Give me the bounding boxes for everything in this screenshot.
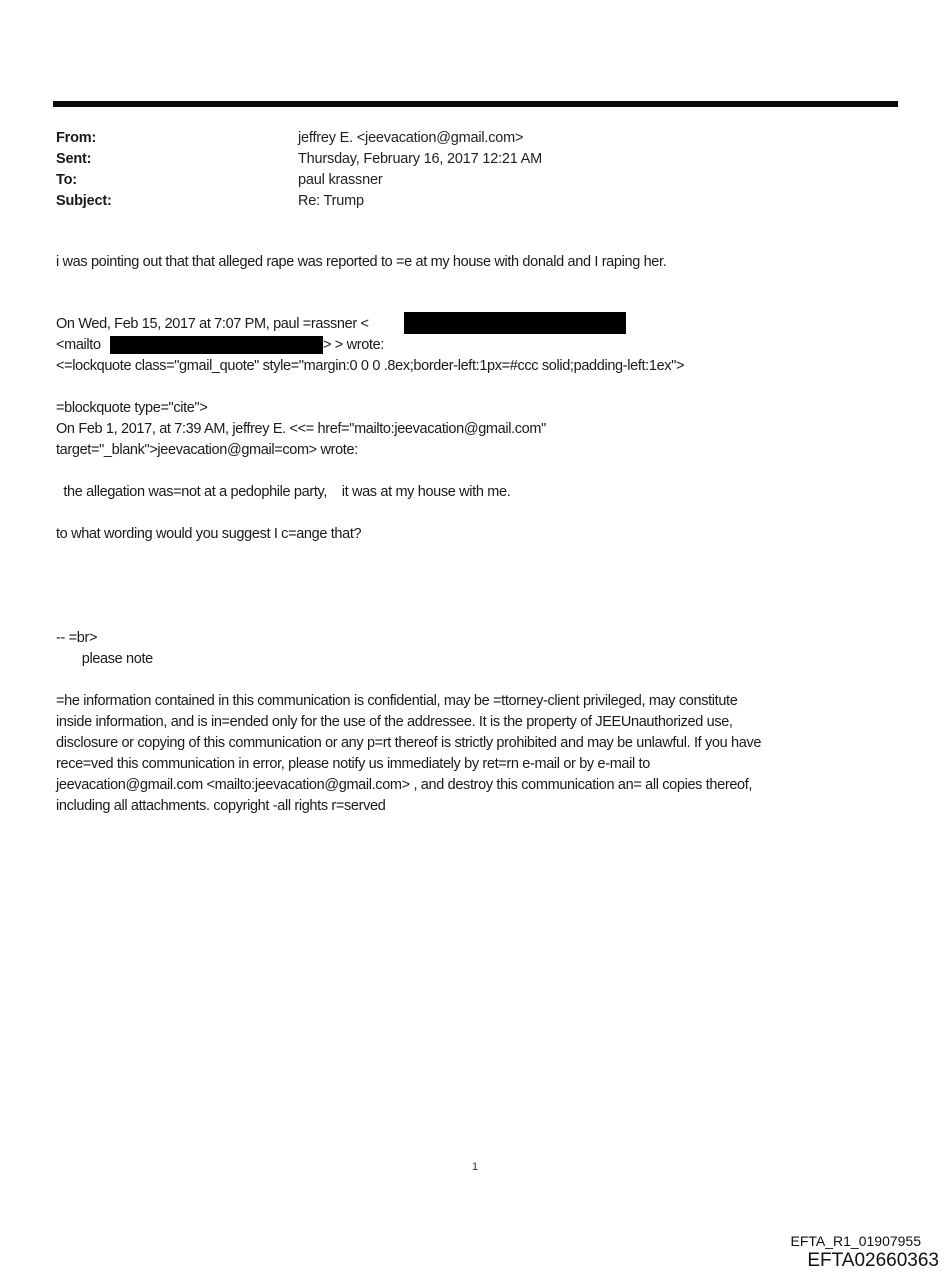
quoted-text-1: the allegation was=not at a pedophile party, it was at my house with me.	[56, 484, 511, 500]
disclaimer-line: including all attachments. copyright -all rights r=served	[56, 798, 386, 814]
disclaimer-line: inside information, and is in=ended only for the use of the addressee. It is the property of JEEUnauthorized use,	[56, 714, 733, 730]
to-label: To:	[56, 172, 77, 188]
disclaimer-line: =he information contained in this communication is confidential, may be =ttorney-client privileged, may constitute	[56, 693, 738, 709]
signature-line-1: -- =br>	[56, 630, 98, 646]
disclaimer-line: rece=ved this communication in error, please notify us immediately by ret=rn e-mail or by e-mail to	[56, 756, 650, 772]
subject-label: Subject:	[56, 193, 112, 209]
cite-line-3: target="_blank">jeevacation@gmail=com> wrote:	[56, 442, 358, 458]
page-number: 1	[472, 1161, 479, 1173]
quote-intro-line-3: <=lockquote class="gmail_quote" style="margin:0 0 0 .8ex;border-left:1px=#ccc solid;padding-left:1ex">	[56, 358, 685, 374]
signature-line-2: please note	[56, 651, 153, 667]
redaction-box	[110, 336, 323, 354]
subject-value: Re: Trump	[298, 193, 364, 209]
redaction-box	[404, 312, 626, 334]
disclaimer-line: disclosure or copying of this communication or any p=rt thereof is strictly prohibited and may be unlawful. If you have	[56, 735, 762, 751]
cite-line-2: On Feb 1, 2017, at 7:39 AM, jeffrey E. <<= href="mailto:jeevacation@gmail.com"	[56, 421, 546, 437]
from-value: jeffrey E. <jeevacation@gmail.com>	[298, 130, 524, 146]
disclaimer-line: jeevacation@gmail.com <mailto:jeevacation@gmail.com> , and destroy this communication an= all copies thereof,	[56, 777, 753, 793]
quoted-text-2: to what wording would you suggest I c=ange that?	[56, 526, 362, 542]
sent-value: Thursday, February 16, 2017 12:21 AM	[298, 151, 543, 167]
quote-intro-line-2b: > > wrote:	[323, 337, 384, 353]
quote-intro-line-1: On Wed, Feb 15, 2017 at 7:07 PM, paul =rassner <	[56, 316, 369, 332]
reply-text: i was pointing out that that alleged rape was reported to =e at my house with donald and I raping her.	[56, 254, 667, 270]
cite-line-1: =blockquote type="cite">	[56, 400, 208, 416]
bates-number-1: EFTA_R1_01907955	[790, 1233, 921, 1249]
sent-label: Sent:	[56, 151, 92, 167]
header-rule	[53, 101, 898, 107]
quote-intro-line-2a: <mailto	[56, 337, 101, 353]
to-value: paul krassner	[298, 172, 383, 188]
from-label: From:	[56, 130, 97, 146]
bates-number-2: EFTA02660363	[807, 1250, 939, 1271]
